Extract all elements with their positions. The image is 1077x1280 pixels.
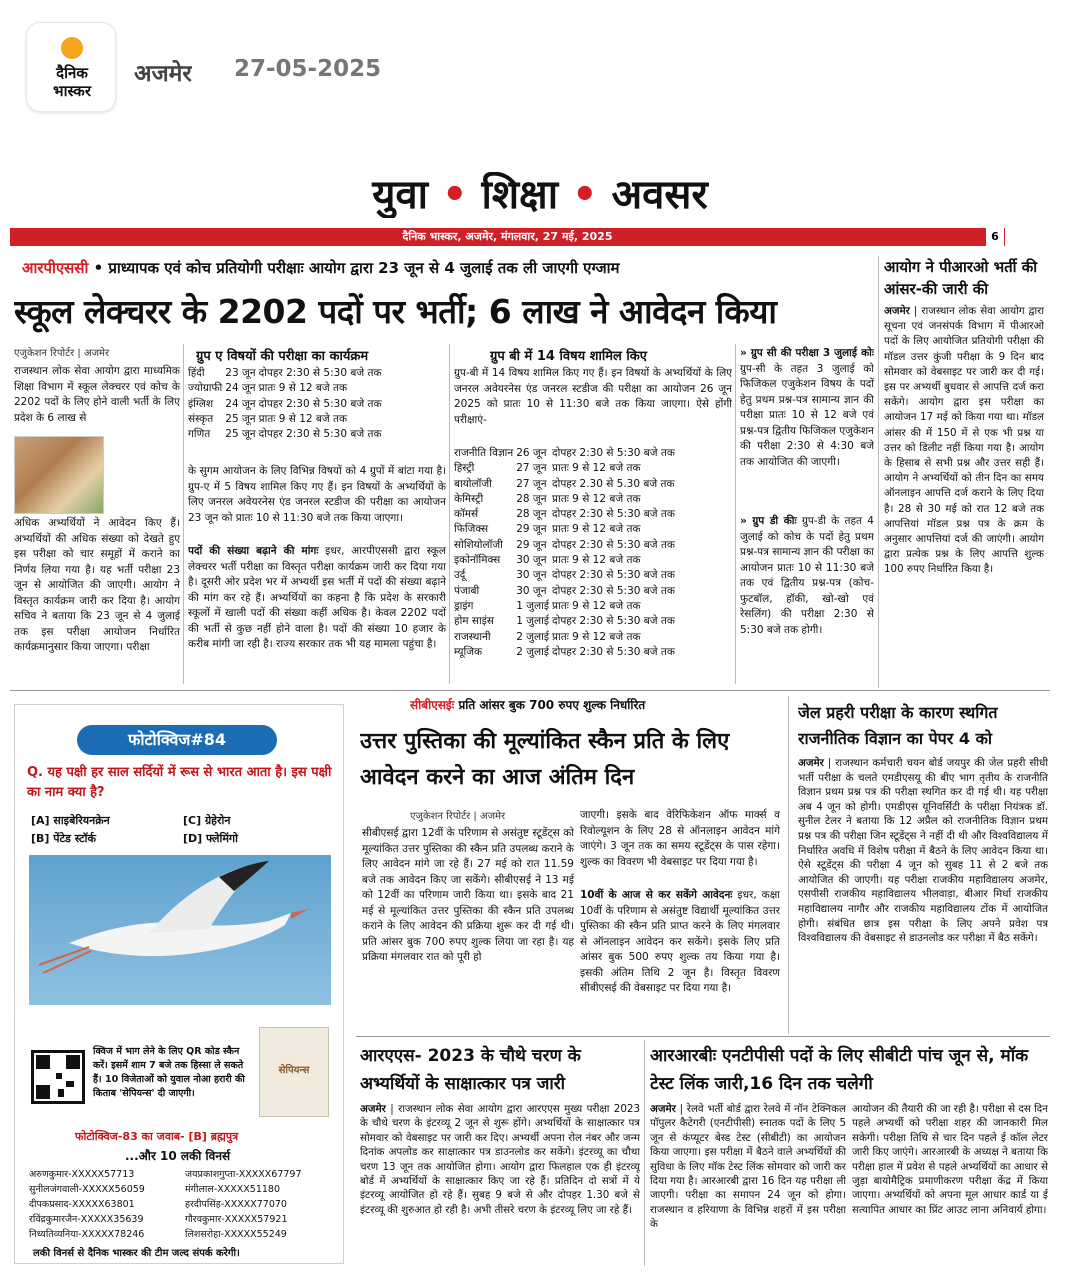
winner-entry: अरुणकुमार-XXXXX57713 bbox=[29, 1169, 135, 1180]
cbse-subhead: 10वीं के आज से कर सकेंगे आवेदनः bbox=[580, 889, 733, 901]
groupD-subhead: » ग्रुप डी कीः bbox=[740, 515, 797, 527]
quiz-promo-text: क्विज में भाग लेने के लिए QR कोड स्कैन करें। इसमें शाम 7 बजे तक हिस्सा ले सकते हैं। 10 विजेताओं को युवाल नोआ हरारी की किताब 'सेपियन्स' दी जाएगी। bbox=[93, 1046, 245, 1099]
logo-line-1: दैनिक bbox=[56, 64, 88, 82]
rpsc-building-photo bbox=[14, 436, 104, 514]
pro-para: | राजस्थान लोक सेवा आयोग द्वारा सूचना एवं जनसंपर्क विभाग में पीआरओ पदों के लिए आयोजित प्रतियोगी परीक्षा की मॉडल उत्तर कुंजी परीक्षा के 9 दिन बाद सोमवार को वेबसाइट पर जारी कर दी गई। इस पर अभ्यर्थी बुधवार से आपत्ति दर्ज करा सकेंगे। आयोग द्वारा इस परीक्षा का आयोजन 17 मई को किया गया था। मॉडल आंसर की में 150 में से एक भी प्रश्न या उत्तर को डिलीट नहीं किया गया है। आयोग के हिसाब से सभी प्रश्न और उत्तर सही हैं। आयोग ने अभ्यर्थियों को तीन दिन का समय ऑनलाइन आपत्ति दर्ज कराने के लिए दिया है। 28 से 30 मई को रात 12 बजे तक आपत्तियां मॉडल प्रश्न पत्र के क्रम के अनुसार आपत्तियां दर्ज की जाएंगी। आयोग द्वारा प्रत्येक प्रश्न के लिए आपत्ति शुल्क 100 रुपए निर्धारित किया है। bbox=[884, 305, 1044, 576]
lead-col2-text: के सुगम आयोजन के लिए विभिन्न विषयों को 4 ग्रुपों में बांटा गया है। ग्रुप-ए में 5 विषय शामिल किए गए हैं। इन विषयों के अभ्यर्थियों के लिए जनरल अवेयरनेस एंड जनरल स्टडीज की परीक्षा का आयोजन 23 जून को प्रातः 10 से 11:30 बजे तक किया जाएगा। bbox=[188, 465, 446, 524]
table-cell: बायोलॉजी bbox=[454, 477, 492, 490]
winner-entry: मंगीलाल-XXXXX51180 bbox=[185, 1184, 281, 1195]
cbse-kicker-text: प्रति आंसर बुक 700 रुपए शुल्क निर्धारित bbox=[458, 698, 646, 712]
lead-byline: एजुकेशन रिपोर्टर | अजमेर bbox=[14, 348, 110, 359]
groupA-title: ग्रुप ए विषयों की परीक्षा का कार्यक्रम bbox=[196, 349, 369, 364]
page-number: 6 bbox=[986, 228, 1004, 246]
masthead-dot: • bbox=[572, 172, 598, 218]
table-row bbox=[454, 446, 678, 461]
masthead-word-1: युवा bbox=[372, 172, 429, 218]
table-cell: 24 जून bbox=[225, 397, 256, 410]
table-cell: दोपहर 2:30 से 5:30 बजे तक bbox=[552, 447, 675, 459]
table-cell: 25 जून bbox=[225, 412, 256, 425]
lead-col1-text: अधिक अभ्यर्थियों ने आवेदन किए हैं। अभ्यर्थियों की अधिक संख्या को देखते हुए इस परीक्षा को चार समूहों में कराने का निर्णय लिया गया है। यह भर्ती परीक्षा 23 जून से आयोजित की जाएगी। आयोग ने विस्तृत कार्यक्रम जारी कर दिया है। आयोग सचिव ने बताया कि 23 जून से 4 जुलाई तक इस परीक्षा आयोजन निर्धारित कार्यक्रमानुसार किया जाएगा। परीक्षा bbox=[14, 517, 180, 653]
cbse-byline: एजुकेशन रिपोर्टर | अजमेर bbox=[410, 811, 506, 822]
winner-entry: हरदीपसिंह-XXXXX77070 bbox=[185, 1199, 287, 1210]
groupD-para: ग्रुप-डी के तहत 4 जुलाई को कोच के पदों हेतु प्रथम प्रश्न-पत्र सामान्य ज्ञान की परीक्षा का आयोजन प्रातः 10 से 11:30 बजे तक एवं द्वितीय प्रश्न-पत्र (कोच- फुटबॉल, हॉकी, खो-खो एवं रेसलिंग) की परीक्षा 2:30 से 5:30 बजे तक होगी। bbox=[740, 515, 874, 636]
winner-entry: निध्यतिव्यनिया-XXXXX78246 bbox=[29, 1229, 145, 1240]
rrb-para: | रेलवे भर्ती बोर्ड द्वारा रेलवे में नॉन टेक्निकल पॉपुलर कैटेगरी (एनटीपीसी) स्नातक पदों के लिए 5 जून से कंप्यूटर बेस्ड टेस्ट (सीबीटी) का आयोजन किया जाएगा। इस परीक्षा में बैठने वाले अभ्यर्थियों की सुविधा के लिए मॉक टेस्ट लिंक सोमवार को जारी कर दिया गया है। आरआरबी द्वारा 16 दिन यह परीक्षा ली जाएगी। परीक्षा का समापन 24 जून को होगा। राजस्थान व हरियाणा के विभिन्न शहरों में इस परीक्षा के bbox=[650, 1103, 846, 1231]
winner-entry: रविंद्रकुमारजैन-XXXXX35639 bbox=[29, 1214, 144, 1225]
table-cell: दोपहर 2:30 से 5:30 बजे तक bbox=[258, 397, 382, 410]
table-row bbox=[454, 461, 678, 476]
table-cell: इकोनॉमिक्स bbox=[454, 554, 501, 567]
groupB-title: ग्रुप बी में 14 विषय शामिल किए bbox=[490, 349, 647, 364]
masthead-dot: • bbox=[441, 172, 468, 218]
pro-place: अजमेर bbox=[884, 305, 910, 317]
table-cell: 28 जून bbox=[516, 508, 547, 521]
table-cell: संस्कृत bbox=[188, 412, 214, 425]
crane-bird-photo bbox=[29, 855, 331, 1005]
book-title: सेपियन्स bbox=[278, 1065, 310, 1076]
jail-place: अजमेर bbox=[798, 757, 824, 769]
winners-title: ...और 10 लकी विनर्स bbox=[125, 1149, 231, 1163]
quiz-footer: लकी विनर्स से दैनिक भास्कर की टीम जल्द संपर्क करेगी। bbox=[33, 1248, 240, 1259]
table-cell: 26 जून bbox=[516, 447, 547, 459]
jail-para: | राजस्थान कर्मचारी चयन बोर्ड जयपुर की जेल प्रहरी सीधी भर्ती परीक्षा के चलते एमडीएसयू की बीए भाग तृतीय के राजनीति विज्ञान प्रथम प्रश्न पत्र की परीक्षा स्थगित कर दी गई थी। यह परीक्षा अब 4 जून को होगी। एमडीएस यूनिवर्सिटी के परीक्षा नियंत्रक डॉ. सुनील टेलर ने बताया कि 12 अप्रैल को राजनीतिक विज्ञान प्रथम प्रश्न पत्र की परीक्षा जिन स्टूडेंट्स ने नहीं दी थी और विश्वविद्यालय में निर्धारित अवधि में विशेष परीक्षा में बैठने के लिए आवेदन किया था। ऐसे स्टूडेंट्स की परीक्षा 4 जून को सुबह 11 से 2 बजे तक आयोजित की जाएगी। यह परीक्षा राजकीय महाविद्यालय अजमेर, एसपीसी राजकीय महाविद्यालय भीलवाड़ा, बीआर मिर्धा राजकीय महाविद्यालय नागौर और राजकीय महाविद्यालय टोंक में आयोजित होगी। संबंधित छात्र इस परीक्षा के लिए अपने प्रवेश पत्र विश्वविद्यालय की वेबसाइट से डाउनलोड कर परीक्षा में बैठ सकेंगे। bbox=[798, 757, 1048, 945]
col2-subhead: पदों की संख्या बढ़ाने की मांगः bbox=[188, 545, 319, 557]
quiz-option-b[interactable]: [B] पेंटेड स्टॉर्क bbox=[31, 832, 96, 845]
winner-entry: दीपकप्रसाद-XXXXX63801 bbox=[29, 1199, 135, 1210]
lead-kicker bbox=[22, 258, 862, 278]
table-cell: फिजिक्स bbox=[454, 523, 489, 536]
table-row bbox=[454, 477, 678, 492]
winner-entry: सुनीलजंगवाली-XXXXX56059 bbox=[29, 1184, 145, 1195]
cbse-col2: जाएगी। इसके बाद वेरिफिकेशन ऑफ मार्क्स व रिवोल्यूशन के लिए 28 से ऑनलाइन आवेदन मांगे जाएंगे। 3 जून तक का समय स्टूडेंट्स के पास रहेगा। शुल्क का विवरण भी वेबसाइट पर दिया गया है। bbox=[580, 809, 780, 868]
table-row bbox=[454, 645, 678, 660]
table-row bbox=[454, 507, 678, 522]
jail-exam-headline: जेल प्रहरी परीक्षा के कारण स्थगित राजनीतिक विज्ञान का पेपर 4 को bbox=[798, 703, 998, 748]
table-cell: 29 जून bbox=[516, 538, 547, 551]
photo-quiz-box bbox=[14, 704, 344, 1264]
table-cell: 2 जुलाई bbox=[516, 645, 550, 658]
pro-answerkey-headline: आयोग ने पीआरओ भर्ती की आंसर-की जारी की bbox=[884, 258, 1038, 298]
table-cell: 2 जुलाई bbox=[516, 630, 550, 643]
groupB-intro: ग्रुप-बी में 14 विषय शामिल किए गए हैं। इन विषयों के अभ्यर्थियों के लिए जनरल अवेयरनेस एंड जनरल स्टडीज की परीक्षा का आयोजन 26 जून 2025 को प्रातः 10 से 11:30 बजे तक किया जाएगा। ऐसे होंगी परीक्षाएं- bbox=[454, 367, 732, 426]
table-cell: उर्दू bbox=[454, 569, 466, 582]
lead-col1-intro: राजस्थान लोक सेवा आयोग द्वारा माध्यमिक शिक्षा विभाग में स्कूल लेक्चरर एवं कोच के 2202 पदों के लिए होने वाली भर्ती के लिए प्रदेश के 6 लाख से bbox=[14, 365, 180, 424]
qr-code[interactable] bbox=[31, 1050, 85, 1104]
cbse-col2b bbox=[580, 888, 780, 1030]
table-row bbox=[454, 614, 678, 629]
ras-headline: आरएएस- 2023 के चौथे चरण के अभ्यर्थियों के साक्षात्कार पत्र जारी bbox=[360, 1046, 581, 1094]
previous-answer: फोटोक्विज-83 का जवाब- [B] ब्रह्मपुत्र bbox=[75, 1130, 239, 1143]
quiz-option-a[interactable]: [A] साइबेरियनक्रेन bbox=[31, 814, 110, 827]
masthead-word-2: शिक्षा bbox=[481, 172, 559, 218]
crane-icon bbox=[29, 855, 331, 1005]
table-cell: हिंदी bbox=[188, 367, 205, 379]
edition-city: अजमेर bbox=[134, 61, 192, 87]
table-cell: गणित bbox=[188, 428, 211, 441]
table-cell: पंजाबी bbox=[454, 584, 480, 597]
jail-exam-text bbox=[798, 756, 1048, 1032]
table-row bbox=[188, 366, 385, 381]
table-cell: प्रातः 9 से 12 बजे तक bbox=[552, 599, 641, 612]
table-cell: प्रातः 9 से 12 बजे तक bbox=[258, 382, 348, 395]
table-cell: 28 जून bbox=[516, 492, 547, 505]
lead-col1-wrap bbox=[108, 436, 180, 516]
winner-entry: लिशसरोहा-XXXXX55249 bbox=[185, 1229, 287, 1240]
table-cell: 27 जून bbox=[516, 462, 547, 475]
table-cell: कॉमर्स bbox=[454, 508, 479, 521]
cbse-para: इधर, कक्षा 10वीं के परिणाम से असंतुष्ट विद्यार्थी मूल्यांकित उत्तर पुस्तिका की स्कैन प्रति प्राप्त करने के लिए मंगलवार से ऑनलाइन आवेदन कर सकेंगे। इसके लिए प्रति आंसर बुक 500 रुपए शुल्क तय किया गया है। इसकी अंतिम तिथि 2 जून है। विस्तृत विवरण सीबीएसई की वेबसाइट पर दिया गया है। bbox=[580, 889, 780, 994]
table-row bbox=[454, 599, 678, 614]
pro-answerkey-text bbox=[884, 304, 1044, 686]
table-cell: राजनीति विज्ञान bbox=[454, 447, 514, 459]
table-cell: दोपहर 2:30 से 5:30 बजे तक bbox=[552, 508, 675, 521]
edition-date: 27-05-2025 bbox=[234, 56, 382, 82]
cbse-kicker-tag: सीबीएसईः bbox=[410, 698, 455, 712]
dainik-bhaskar-logo[interactable] bbox=[26, 22, 116, 112]
groupD-text bbox=[740, 514, 874, 686]
table-cell: राजस्थानी bbox=[454, 630, 491, 643]
kicker-tag: आरपीएससी bbox=[22, 259, 89, 277]
cbse-kicker bbox=[410, 696, 750, 713]
logo-line-2: भास्कर bbox=[53, 82, 91, 100]
table-cell: 23 जून bbox=[225, 367, 256, 379]
table-row bbox=[454, 538, 678, 553]
table-row bbox=[454, 553, 678, 568]
section-masthead bbox=[322, 172, 758, 218]
table-cell: 1 जुलाई bbox=[516, 599, 550, 612]
table-cell: प्रातः 9 से 12 बजे तक bbox=[552, 630, 641, 643]
table-cell: ड्राइंग bbox=[454, 599, 474, 612]
dateline-strip: दैनिक भास्कर, अजमेर, मंगलवार, 27 मई, 2025 bbox=[10, 228, 1005, 246]
cbse-headline: उत्तर पुस्तिका की मूल्यांकित स्कैन प्रति के लिए आवेदन करने का आज अंतिम दिन bbox=[360, 729, 730, 790]
table-cell: हिस्ट्री bbox=[454, 462, 475, 475]
table-cell: 1 जुलाई bbox=[516, 615, 550, 628]
table-row bbox=[454, 522, 678, 537]
table-row bbox=[188, 427, 385, 442]
groupA-table bbox=[188, 366, 446, 462]
table-row bbox=[188, 412, 385, 427]
table-row bbox=[188, 381, 385, 396]
kicker-text: • प्राध्यापक एवं कोच प्रतियोगी परीक्षाः आयोग द्वारा 23 जून से 4 जुलाई तक ली जाएगी एग्जाम bbox=[93, 259, 620, 277]
table-row bbox=[454, 568, 678, 583]
table-cell: दोपहर 2:30 से 5:30 बजे तक bbox=[258, 367, 382, 379]
winner-entry: जयप्रकाशगुप्ता-XXXXX67797 bbox=[185, 1169, 302, 1180]
table-cell: दोपहर 2:30 से 5:30 बजे तक bbox=[552, 615, 675, 628]
table-cell: 25 जून bbox=[225, 428, 256, 441]
groupC-subhead: » ग्रुप सी की परीक्षा 3 जुलाई कोः bbox=[740, 347, 874, 359]
table-cell: होम साइंस bbox=[454, 615, 494, 628]
table-cell: 30 जून bbox=[516, 584, 547, 597]
table-cell: दोपहर 2:30 से 5:30 बजे तक bbox=[552, 538, 675, 551]
table-cell: प्रातः 9 से 12 बजे तक bbox=[552, 492, 641, 505]
lead-col2-text2 bbox=[188, 544, 446, 684]
rrb-place: अजमेर bbox=[650, 1103, 676, 1115]
table-cell: प्रातः 9 से 12 बजे तक bbox=[552, 462, 641, 475]
table-row bbox=[454, 630, 678, 645]
lead-headline: स्कूल लेक्चरर के 2202 पदों पर भर्ती; 6 लाख ने आवेदन किया bbox=[14, 292, 777, 331]
ras-text bbox=[360, 1102, 640, 1262]
quiz-title: फोटोक्विज#84 bbox=[77, 725, 277, 755]
rrb-headline: आरआरबीः एनटीपीसी पदों के लिए सीबीटी पांच जून से, मॉक टेस्ट लिंक जारी,16 दिन तक चलेगी bbox=[650, 1046, 1029, 1094]
rrb-text-2: आयोजन की तैयारी की जा रही है। परीक्षा से दस दिन पहले अभ्यर्थी को परीक्षा शहर की जानकारी मिल सकेगी। परीक्षा तिथि से चार दिन पहले ई कॉल लेटर जारी किए जाएंगे। आरआरबी के अध्यक्ष ने बताया कि परीक्षा हाल में प्रवेश से पहले अभ्यर्थियों का आधार से जुड़ा बायोमैट्रिक प्रमाणीकरण परीक्षा केंद्र में किया जाएगा। अभ्यर्थियों को अपना मूल आधार कार्ड या ई सत्यापित आधार का प्रिंट आउट लाना अनिवार्य होगा। bbox=[852, 1103, 1048, 1216]
table-cell: दोपहर 2:30 से 5:30 बजे तक bbox=[552, 645, 675, 658]
table-cell: सोशियोलॉजी bbox=[454, 538, 503, 551]
table-cell: दोपहर 2:30 से 5:30 बजे तक bbox=[552, 584, 675, 597]
table-cell: दोपहर 2:30 से 5:30 बजे तक bbox=[552, 569, 675, 582]
table-row bbox=[454, 584, 678, 599]
table-cell: 27 जून bbox=[516, 477, 547, 490]
quiz-option-c[interactable]: [C] ग्रेहेरोन bbox=[183, 814, 231, 827]
quiz-option-d[interactable]: [D] फ्लेमिंगो bbox=[183, 832, 238, 845]
table-cell: ज्योग्राफी bbox=[188, 382, 223, 395]
winner-entry: गौरवकुमार-XXXXX57921 bbox=[185, 1214, 288, 1225]
table-cell: दोपहर 2:30 से 5:30 बजे तक bbox=[258, 428, 382, 441]
groupC-para: ग्रुप-सी के तहत 3 जुलाई को फिजिकल एजुकेशन विषय के पदों हेतु प्रथम प्रश्न-पत्र सामान्य ज्ञान की परीक्षा प्रातः 10 से 12 बजे एवं प्रश्न-पत्र द्वितीय फिजिकल एजुकेशन की परीक्षा 2:30 से 4:30 बजे तक आयोजित की जाएगी। bbox=[740, 362, 874, 468]
ras-para: | राजस्थान लोक सेवा आयोग द्वारा आरएएस मुख्य परीक्षा 2023 के चौथे चरण के इंटरव्यू 2 जून से शुरू होंगे। अभ्यर्थियों के साक्षात्कार पत्र सोमवार को वेबसाइट पर जारी कर दिए। अभ्यर्थी अपना रोल नंबर और जन्म दिनांक अपलोड कर साक्षात्कार पत्र डाउनलोड कर सकेंगे। इंटरव्यू का चौथा चरण 13 जून तक आयोजित होगा। आयोग द्वारा फिलहाल एक ही इंटरव्यू बोर्ड में अभ्यर्थियों के साक्षात्कार किए जा रहे हैं। प्रतिदिन दो सत्रों में ये इंटरव्यू आयोजित हो रहे हैं। सुबह 9 बजे से और दोपहर 1.30 बजे से इंटरव्यू की शुरुआत हो रही है। अभी तीसरे चरण के इंटरव्यू लिए जा रहे हैं। bbox=[360, 1103, 640, 1216]
table-row bbox=[454, 492, 678, 507]
groupC-text bbox=[740, 346, 874, 496]
table-cell: प्रातः 9 से 12 बजे तक bbox=[552, 523, 641, 536]
table-cell: 30 जून bbox=[516, 569, 547, 582]
rrb-text bbox=[650, 1102, 846, 1262]
col2-para: इधर, आरपीएससी द्वारा स्कूल लेक्चरर भर्ती परीक्षा का विस्तृत परीक्षा कार्यक्रम जारी कर दिया गया है। दूसरी ओर प्रदेश भर में अभ्यर्थी इस भर्ती में पदों की संख्या बढ़ाने की मांग कर रहे हैं। अभ्यर्थियों का कहना है कि प्रदेश के सरकारी स्कूलों में खाली पदों की संख्या कहीं अधिक है। केवल 2202 पदों की भर्ती से कुछ नहीं होने वाला है। पदों की संख्या 10 हजार के करीब मांगी जा रही है। राज्य सरकार तक भी यह मामला पहुंचा है। bbox=[188, 545, 446, 650]
table-cell: दोपहर 2.30 से 5.30 बजे तक bbox=[552, 477, 675, 490]
masthead-word-3: अवसर bbox=[611, 172, 708, 218]
table-cell: केमिस्ट्री bbox=[454, 492, 484, 505]
sapiens-book-cover bbox=[259, 1027, 329, 1117]
table-row bbox=[188, 397, 385, 412]
table-cell: प्रातः 9 से 12 बजे तक bbox=[552, 554, 641, 567]
sun-icon bbox=[61, 37, 83, 59]
table-cell: 30 जून bbox=[516, 554, 547, 567]
table-cell: म्यूजिक bbox=[454, 645, 483, 658]
table-cell: प्रातः 9 से 12 बजे तक bbox=[258, 412, 348, 425]
ras-place: अजमेर bbox=[360, 1103, 386, 1115]
table-cell: इंग्लिश bbox=[188, 397, 214, 410]
table-cell: 24 जून bbox=[225, 382, 256, 395]
quiz-question: Q. यह पक्षी हर साल सर्दियों में रूस से भारत आता है। इस पक्षी का नाम क्या है? bbox=[27, 765, 332, 800]
groupB-table bbox=[454, 446, 732, 686]
table-cell: 29 जून bbox=[516, 523, 547, 536]
cbse-col1: सीबीएसई द्वारा 12वीं के परिणाम से असंतुष्ट स्टूडेंट्स को मूल्यांकित उत्तर पुस्तिका की स्कैन प्रति उपलब्ध कराने के लिए आवेदन मांगे जा रहे हैं। 27 मई को रात 11.59 बजे तक आवेदन किए जा सकेंगे। सीबीएसई ने 13 मई को 12वीं का परिणाम जारी किया था। इसके बाद 21 मई से मूल्यांकित उत्तर पुस्तिका की स्कैन प्रति उपलब्ध कराने के लिए आवेदन की प्रक्रिया शुरू कर दी गई थी। प्रति आंसर बुक 700 रुपए शुल्क लिया जा रहा है। यह प्रक्रिया मंगलवार रात को पूरी हो bbox=[362, 827, 574, 963]
